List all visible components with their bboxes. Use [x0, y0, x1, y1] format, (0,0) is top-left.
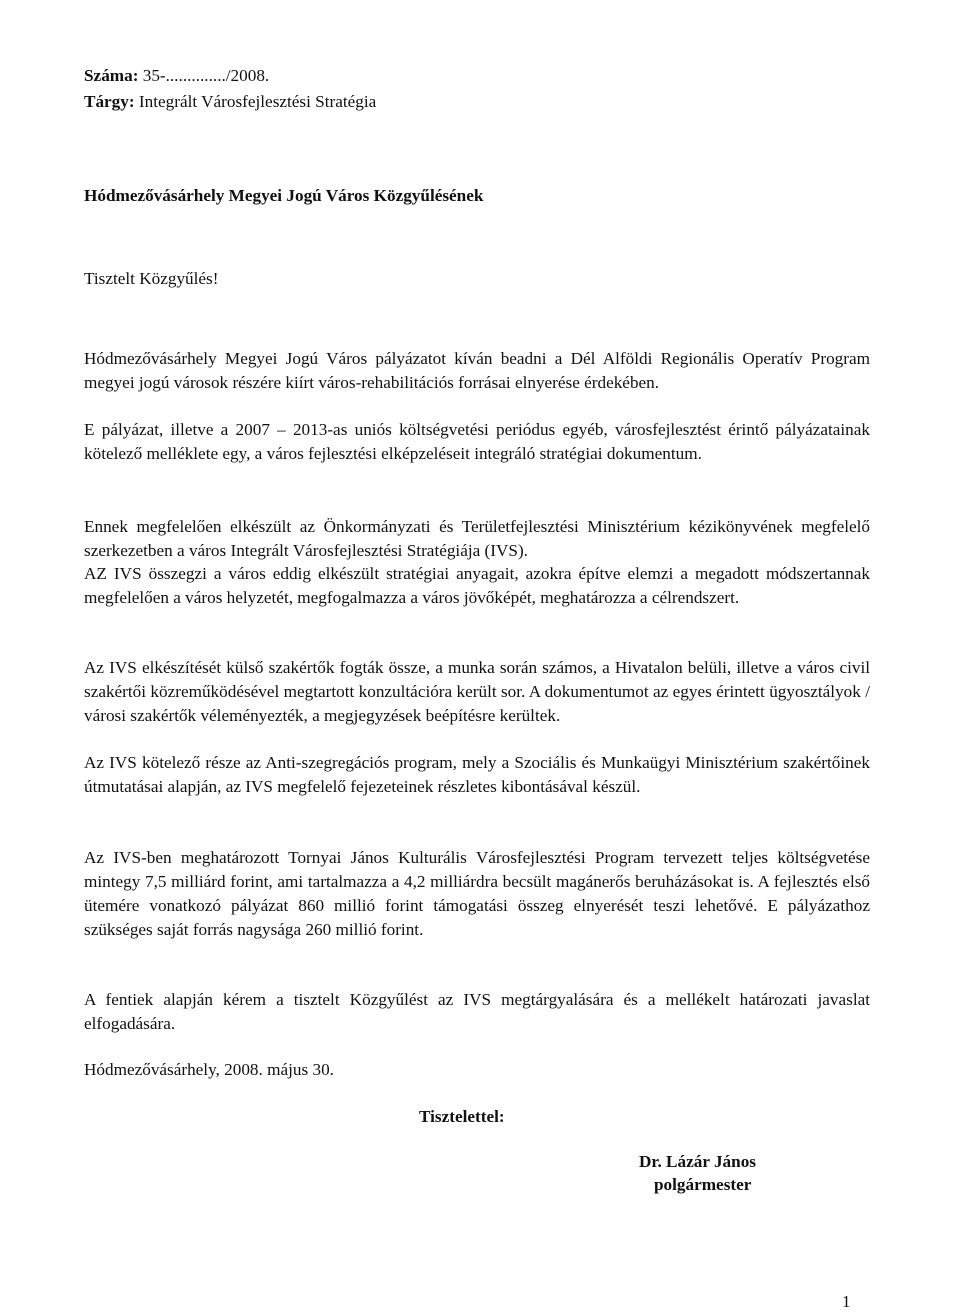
- paragraph-anti-segregation: Az IVS kötelező része az Anti-szegregációs program, mely a Szociális és Munkaügyi Minisztérium szakértőinek útmutatásai alapján, az IVS megfelelő fejezeteinek részletes kibontásával készül.: [84, 753, 870, 796]
- paragraph-ivs-prepared: Ennek megfelelően elkészült az Önkormányzati és Területfejlesztési Minisztérium kézikönyvének megfelelő szerkezetben a város Integrált Városfejlesztési Stratégiája (IVS).: [84, 517, 870, 560]
- paragraph-intro: Hódmezővásárhely Megyei Jogú Város pályázatot kíván beadni a Dél Alföldi Regionális Operatív Program megyei jogú városok részére kiírt város-rehabilitációs forrásai elnyerése érdekében.: [84, 349, 870, 392]
- paragraph-request: A fentiek alapján kérem a tisztelt Közgyűlést az IVS megtárgyalására és a mellékelt határozati javaslat elfogadására.: [84, 990, 870, 1033]
- paragraph-ivs-summary: AZ IVS összegzi a város eddig elkészült stratégiai anyagait, azokra építve elemzi a megadott módszertannak megfelelően a város helyzetét, megfogalmazza a város jövőképét, meghatározza a célrendszert.: [84, 564, 870, 607]
- closing-greeting: Tisztelettel:: [419, 1107, 505, 1126]
- paragraph-experts: Az IVS elkészítését külső szakértők fogták össze, a munka során számos, a Hivatalon belüli, illetve a város civil szakértői közreműködésével megtartott konzultációra került sor. A dokumentumot az egyes érintett ügyosztályok / városi szakértők véleményezték, a megjegyzések beépítésre kerültek.: [84, 658, 870, 725]
- signatory-title: polgármester: [654, 1175, 752, 1194]
- paragraph-attachment: E pályázat, illetve a 2007 – 2013-as uniós költségvetési periódus egyéb, városfejlesztést érintő pályázatainak kötelező melléklete egy, a város fejlesztési elképzeléseit integráló stratégiai dokumentum.: [84, 420, 870, 463]
- place-and-date: Hódmezővásárhely, 2008. május 30.: [84, 1060, 334, 1079]
- paragraph-budget: Az IVS-ben meghatározott Tornyai János Kulturális Városfejlesztési Program tervezett teljes költségvetése mintegy 7,5 milliárd forint, ami tartalmazza a 4,2 milliárdra becsült magánerős beruházásokat is. A fejlesztés első ütemére vonatkozó pályázat 860 millió forint támogatási összeg elnyerését teszi lehetővé. E pályázathoz szükséges saját forrás nagysága 260 millió forint.: [84, 848, 870, 939]
- reference-subject-value: Integrált Városfejlesztési Stratégia: [138, 92, 377, 111]
- page-number: 1: [842, 1292, 851, 1311]
- reference-number-label: Száma:: [84, 66, 139, 85]
- reference-subject-label: Tárgy:: [84, 92, 135, 111]
- reference-number-line: [84, 64, 269, 88]
- addressee: Hódmezővásárhely Megyei Jogú Város Közgyűlésének: [84, 186, 484, 205]
- reference-subject-line: [84, 90, 376, 114]
- reference-number-value: 35-............../2008.: [142, 66, 270, 85]
- salutation: Tisztelt Közgyűlés!: [84, 269, 219, 288]
- signatory-name: Dr. Lázár János: [639, 1152, 756, 1171]
